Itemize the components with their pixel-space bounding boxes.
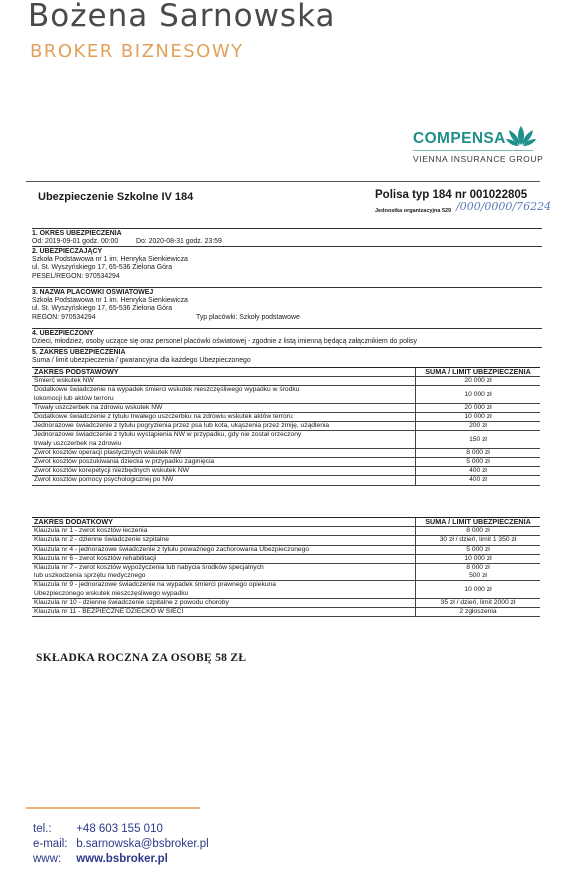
coverage-label: Dodatkowe świadczenie na wypadek śmierci wskutek nieszczęśliwego wypadku w środku lokomocji lub aktów terroru bbox=[32, 386, 416, 403]
section-title: 5. ZAKRES UBEZPIECZENIA bbox=[32, 347, 542, 357]
table-row bbox=[32, 413, 540, 422]
section-policyholder bbox=[32, 246, 542, 281]
table-row bbox=[32, 422, 540, 431]
table-header-row bbox=[32, 518, 540, 527]
website-link[interactable]: www.bsbroker.pl bbox=[76, 853, 168, 865]
table-header: SUMA / LIMIT UBEZPIECZENIA bbox=[416, 518, 541, 527]
coverage-value: 200 zł bbox=[416, 422, 541, 431]
insurer-name: COMPENSA bbox=[413, 130, 506, 147]
coverage-label: Śmierć wskutek NW bbox=[32, 377, 416, 386]
coverage-label: Jednorazowe świadczenie z tytułu pogryzienia przez psa lub kota, ukąszenia przez żmiję, użądlenia bbox=[32, 422, 416, 431]
coverage-label: Trwały uszczerbek na zdrowiu wskutek NW bbox=[32, 403, 416, 412]
policy-number: Polisa typ 184 nr 001022805 bbox=[375, 189, 528, 201]
coverage-value: 20 000 zł bbox=[416, 377, 541, 386]
coverage-label: Jednorazowe świadczenie z tytułu wystąpienia NW w przypadku, gdy nie został orzeczony trwały uszczerbek na zdrowiu bbox=[32, 431, 416, 448]
contact-www bbox=[33, 853, 168, 865]
coverage-value: 5 000 zł bbox=[416, 458, 541, 467]
coverage-label: Dodatkowe świadczenie z tytułu trwałego uszczerbku na zdrowiu wskutek aktów terroru bbox=[32, 413, 416, 422]
coverage-label: Klauzula nr 1 - zwrot kosztów leczenia bbox=[32, 527, 416, 536]
institution-name: Szkoła Podstawowa nr 1 im. Henryka Sienkiewicza bbox=[32, 297, 188, 305]
table-header-row bbox=[32, 368, 540, 377]
extra-coverage-table bbox=[32, 517, 540, 617]
coverage-label: Zwrot kosztów operacji plastycznych wskutek NW bbox=[32, 448, 416, 457]
section-title: 2. UBEZPIECZAJĄCY bbox=[32, 246, 542, 256]
table-header: ZAKRES PODSTAWOWY bbox=[32, 368, 416, 377]
footer-divider bbox=[26, 807, 200, 809]
coverage-value-continued: 500 zł bbox=[469, 572, 487, 580]
table-row bbox=[32, 608, 540, 617]
coverage-value: 8 000 zł bbox=[466, 564, 490, 572]
insured-description: Dzieci, młodzież, osoby uczące się oraz personel placówki oświatowej - zgodnie z listą imienną będącą załącznikiem do polisy bbox=[32, 338, 417, 346]
table-row bbox=[32, 458, 540, 467]
insurer-group: VIENNA INSURANCE GROUP bbox=[413, 154, 544, 164]
table-row bbox=[32, 536, 540, 545]
table-row bbox=[32, 377, 540, 386]
scope-description: Suma / limit ubezpieczenia / gwarancyjna dla każdego Ubezpieczonego bbox=[32, 357, 251, 365]
policy-top-divider bbox=[26, 181, 540, 182]
coverage-label-block bbox=[32, 564, 416, 581]
table-row bbox=[32, 554, 540, 563]
contact-email bbox=[33, 838, 209, 850]
table-row bbox=[32, 527, 540, 536]
table-row bbox=[32, 431, 540, 448]
email-label: e-mail: bbox=[33, 838, 68, 850]
policyholder-name: Szkoła Podstawowa nr 1 im. Henryka Sienkiewicza bbox=[32, 256, 188, 264]
coverage-value: 20 000 zł bbox=[416, 403, 541, 412]
section-institution bbox=[32, 287, 542, 322]
contact-phone bbox=[33, 823, 163, 835]
table-row bbox=[32, 448, 540, 457]
coverage-label: Zwrot kosztów pomocy psychologicznej po NW bbox=[32, 476, 416, 485]
coverage-value: 30 zł / dzień, limit 1 350 zł bbox=[416, 536, 541, 545]
coverage-label: Klauzula nr 9 - jednorazowe świadczenie na wypadek śmierci prawnego opiekuna Ubezpieczonego wskutek nieszczęśliwego wypadku bbox=[32, 581, 416, 598]
email-link[interactable]: b.sarnowska@bsbroker.pl bbox=[76, 838, 209, 850]
logo-divider bbox=[413, 150, 533, 151]
coverage-value: 10 000 zł bbox=[416, 554, 541, 563]
coverage-value: 10 000 zł bbox=[416, 581, 541, 598]
coverage-label: Klauzula nr 7 - zwrot kosztów wypożyczenia lub nabycia środków specjalnych bbox=[34, 564, 264, 572]
table-row bbox=[32, 581, 540, 598]
coverage-value: 400 zł bbox=[416, 467, 541, 476]
table-row bbox=[32, 564, 540, 581]
brand-subtitle: BROKER BIZNESOWY bbox=[30, 41, 244, 62]
unit-handwritten-value: /000/0000/76224 bbox=[456, 200, 552, 213]
institution-type: Typ placówki: Szkoły podstawowe bbox=[196, 313, 300, 321]
www-label: www: bbox=[33, 853, 62, 865]
coverage-label: Klauzula nr 11 - BEZPIECZNE DZIECKO W SIECI bbox=[32, 608, 416, 617]
policy-title: Ubezpieczenie Szkolne IV 184 bbox=[38, 191, 194, 203]
institution-regon-row bbox=[32, 314, 542, 322]
policyholder-regon: PESEL/REGON: 970534294 bbox=[32, 272, 120, 280]
brand-name: Bożena Sarnowska bbox=[28, 0, 336, 34]
institution-address: ul. St. Wyszyńskiego 17, 65-536 Zielona Góra bbox=[32, 305, 173, 313]
table-row bbox=[32, 386, 540, 403]
coverage-value: 10 000 zł bbox=[416, 413, 541, 422]
coverage-value: 2 zgłoszenia bbox=[416, 608, 541, 617]
coverage-label: Klauzula nr 4 - jednorazowe świadczenie z tytułu poważnego zachorowania Ubezpieczonego bbox=[32, 545, 416, 554]
section-title: 3. NAZWA PLACÓWKI OŚWIATOWEJ bbox=[32, 287, 542, 297]
basic-coverage-table bbox=[32, 367, 540, 486]
period-from: Od: 2019-09-01 godz. 00:00 bbox=[32, 238, 119, 246]
table-row bbox=[32, 598, 540, 607]
coverage-label: Zwrot kosztów korepetycji niezbędnych wskutek NW bbox=[32, 467, 416, 476]
institution-regon: REGON: 970534294 bbox=[32, 313, 96, 321]
coverage-label: Klauzula nr 6 - zwrot kosztów rehabilitacji bbox=[32, 554, 416, 563]
coverage-value: 10 000 zł bbox=[416, 386, 541, 403]
coverage-label: Klauzula nr 2 - dzienne świadczenie szpitalne bbox=[32, 536, 416, 545]
section-scope bbox=[32, 347, 542, 365]
table-row bbox=[32, 403, 540, 412]
section-period bbox=[32, 228, 542, 246]
coverage-value: 5 000 zł bbox=[416, 545, 541, 554]
section-insured bbox=[32, 328, 542, 346]
section-title: 4. UBEZPIECZONY bbox=[32, 328, 542, 338]
annual-premium: SKŁADKA ROCZNA ZA OSOBĘ 58 ZŁ bbox=[36, 652, 247, 664]
table-header: ZAKRES DODATKOWY bbox=[32, 518, 416, 527]
phone-label: tel.: bbox=[33, 823, 52, 835]
lotus-leaf-icon bbox=[506, 125, 536, 147]
table-header: SUMA / LIMIT UBEZPIECZENIA bbox=[416, 368, 541, 377]
section-title: 1. OKRES UBEZPIECZENIA bbox=[32, 228, 542, 238]
table-row bbox=[32, 467, 540, 476]
coverage-label-continued: lub uszkodzenia sprzętu medycznego bbox=[34, 572, 146, 580]
coverage-label: Klauzula nr 10 - dzienne świadczenie szpitalne z powodu choroby bbox=[32, 598, 416, 607]
coverage-value: 35 zł / dzień, limit 2000 zł bbox=[416, 598, 541, 607]
table-row bbox=[32, 476, 540, 485]
table-row bbox=[32, 545, 540, 554]
coverage-value: 8 000 zł bbox=[416, 448, 541, 457]
coverage-value: 400 zł bbox=[416, 476, 541, 485]
policyholder-address: ul. St. Wyszyńskiego 17, 65-536 Zielona Góra bbox=[32, 264, 173, 272]
coverage-value-block bbox=[416, 564, 541, 581]
period-to: Do: 2020-08-31 godz. 23:59 bbox=[136, 238, 222, 246]
phone-link[interactable]: +48 603 155 010 bbox=[76, 823, 163, 835]
unit-label: Jednostka organizacyjna 529 bbox=[375, 208, 452, 214]
coverage-value: 150 zł bbox=[416, 431, 541, 448]
coverage-label: Zwrot kosztów poszukiwania dziecka w przypadku zaginięcia bbox=[32, 458, 416, 467]
coverage-value: 8 000 zł bbox=[416, 527, 541, 536]
